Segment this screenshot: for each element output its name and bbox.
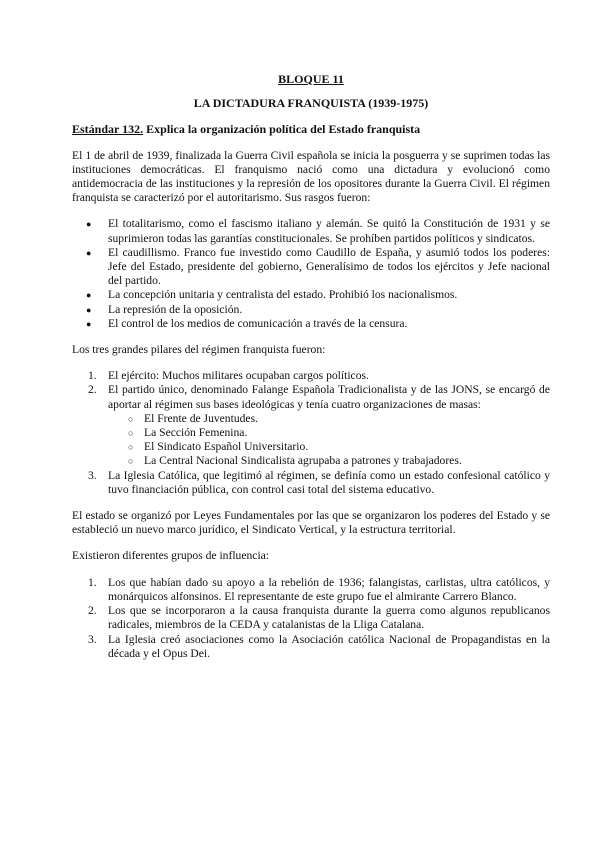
pillar-item xyxy=(72,369,550,383)
trait-item: ● El caudillismo. Franco fue investido como Caudillo de España, y asumió todos los poderes: Jefe del Estado, presidente del gobierno, Generalísimo de todos los ejércitos y Jefe nacional del partido. xyxy=(72,246,550,289)
trait-item: ● El totalitarismo, como el fascismo italiano y alemán. Se quitó la Constitución de 1931 y se suprimieron todas las garantías constitucionales. Se prohíben partidos políticos y sindicatos. xyxy=(72,217,550,245)
trait-item: ● El control de los medios de comunicación a través de la censura. xyxy=(72,317,550,331)
block-heading: BLOQUE 11 xyxy=(278,72,344,86)
document-title: LA DICTADURA FRANQUISTA (1939-1975) xyxy=(193,96,429,111)
pillar-number: 3. xyxy=(88,468,97,482)
group-text: Los que habían dado su apoyo a la rebelión de 1936; falangistas, carlistas, ultra católicos, y monárquicos alfonsinos. El representante de este grupo fue el almirante Carrero Blanco. xyxy=(108,575,550,603)
pillar-text: El partido único, denominado Falange Española Tradicionalista y de las JONS, se encargó de aportar al régimen sus bases ideológicas y tenía cuatro organizaciones de masas: xyxy=(108,383,550,411)
pillar-text: El ejército: Muchos militares ocupaban cargos políticos. xyxy=(108,369,369,383)
groups-list xyxy=(72,576,550,661)
pillars-list xyxy=(72,369,550,497)
group-item xyxy=(72,633,550,661)
pillar-number: 1. xyxy=(88,369,97,383)
organization-item: ○ El Frente de Juventudes. xyxy=(108,412,550,426)
trait-item: ● La represión de la oposición. xyxy=(72,303,550,317)
group-text: Los que se incorporaron a la causa franquista durante la guerra como algunos republicanos radicales, miembros de la CEDA y catalanistas de la Lliga Catalana. xyxy=(108,604,550,632)
pillar-item xyxy=(72,469,550,497)
pillar-text: La Iglesia Católica, que legitimó al régimen, se definía como un estado confesional católico y tuvo financiación pública, con control casi total del sistema educativo. xyxy=(108,468,550,496)
traits-list xyxy=(72,217,550,331)
group-number: 1. xyxy=(88,575,97,589)
mass-organizations-list xyxy=(108,412,550,469)
groups-intro: Existieron diferentes grupos de influencia: xyxy=(72,549,270,563)
pillar-number: 2. xyxy=(88,383,97,397)
group-item xyxy=(72,604,550,632)
standard-text: Explica la organización política del Estado franquista xyxy=(143,122,421,137)
pillar-item xyxy=(72,383,550,468)
group-item xyxy=(72,576,550,604)
group-number: 2. xyxy=(88,604,97,618)
trait-item: ● La concepción unitaria y centralista del estado. Prohibió los nacionalismos. xyxy=(72,288,550,302)
state-paragraph: El estado se organizó por Leyes Fundamentales por las que se organizaron los poderes del Estado y se estableció un nuevo marco jurídico, el Sindicato Vertical, y la estructura territorial. xyxy=(72,509,550,537)
intro-paragraph: El 1 de abril de 1939, finalizada la Guerra Civil española se inicia la posguerra y se suprimen todas las instituciones democráticas. El franquismo nació como una dictadura y evolucionó como antidemocracia de las instituciones y la represión de los opositores durante la Guerra Civil. El régimen franquista se caracterizó por el autoritarismo. Sus rasgos fueron: xyxy=(72,148,550,205)
document-page xyxy=(72,72,550,673)
pillars-intro: Los tres grandes pilares del régimen franquista fueron: xyxy=(72,343,326,357)
standard-label: Estándar 132. xyxy=(72,122,144,137)
organization-item: ○ La Sección Femenina. xyxy=(108,426,550,440)
standard-heading xyxy=(72,122,550,136)
group-text: La Iglesia creó asociaciones como la Asociación católica Nacional de Propagandistas en la década y el Opus Dei. xyxy=(108,632,550,660)
organization-item: ○ El Sindicato Español Universitario. xyxy=(108,440,550,454)
organization-item: ○ La Central Nacional Sindicalista agrupaba a patrones y trabajadores. xyxy=(108,454,550,468)
group-number: 3. xyxy=(88,632,97,646)
